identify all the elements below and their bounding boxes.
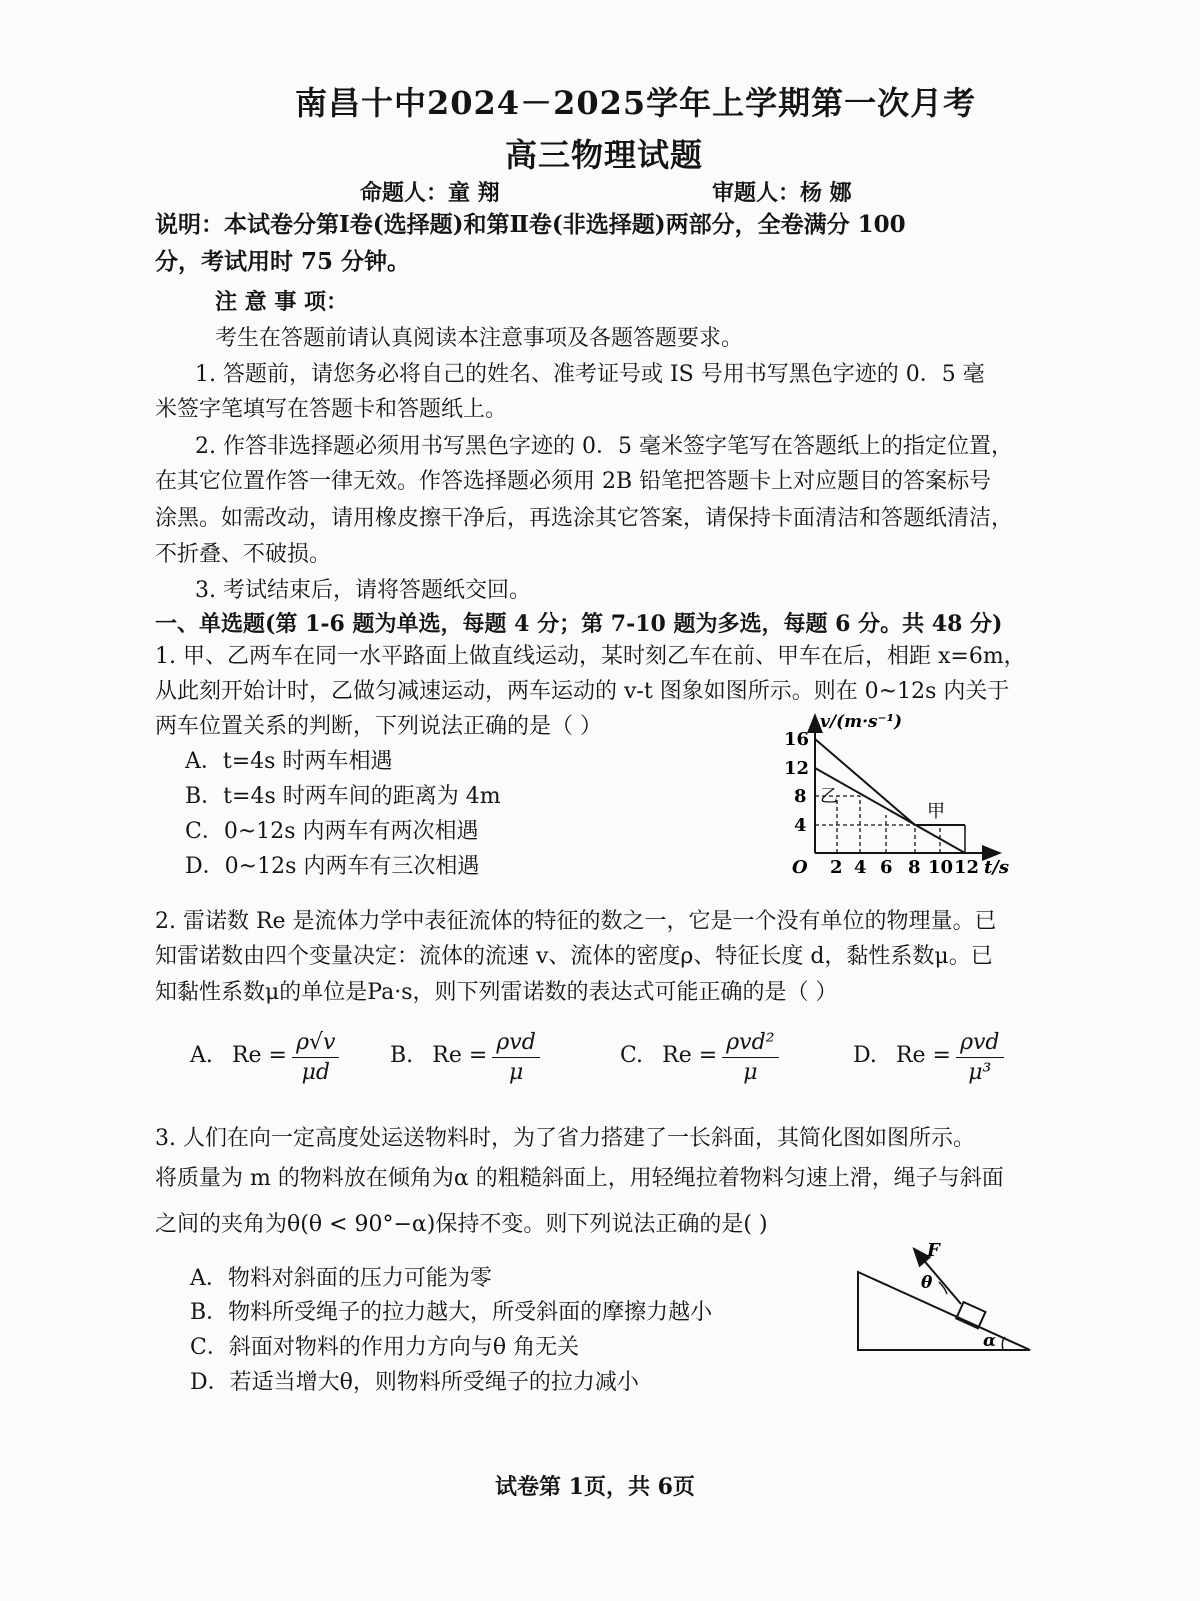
label-jia: 甲 (927, 801, 945, 822)
q1-option-a: A．t=4s 时两车相遇 (185, 749, 393, 774)
q3-option-b: B．物料所受绳子的拉力越大，所受斜面的摩擦力越小 (190, 1300, 713, 1325)
q2-option-a-lhs: Re = (231, 1043, 287, 1068)
page-footer: 试卷第 1页，共 6页 (495, 1474, 695, 1500)
note-2-line-3: 涂黑。如需改动，请用橡皮擦干净后，再选涂其它答案，请保持卡面清洁和答题纸清洁， (155, 506, 1014, 531)
x-tick-12: 12 (954, 857, 980, 878)
x-tick-6: 6 (880, 857, 893, 878)
q2-option-c-lhs: Re = (662, 1043, 718, 1068)
notes-title: 注 意 事 项： (215, 289, 348, 315)
q1-stem-line-3: 两车位置关系的判断，下列说法正确的是（ ） (155, 714, 602, 739)
cargo-block (956, 1302, 985, 1328)
q1-option-d: D．0~12s 内两车有三次相遇 (185, 854, 480, 879)
section-1-heading: 一、单选题(第 1-6 题为单选，每题 4 分；第 7-10 题为多选，每题 6 分。共 48 分) (155, 611, 1003, 637)
q2-stem-line-1: 2. 雷诺数 Re 是流体力学中表征流体的特征的数之一，它是一个没有单位的物理量。已 (155, 909, 997, 934)
q3-option-a: A．物料对斜面的压力可能为零 (190, 1266, 492, 1291)
question-reviewer: 审题人：杨 娜 (712, 180, 852, 206)
note-1-line-1: 1. 答题前，请您务必将自己的姓名、准考证号或 IS 号用书写黑色字迹的 0．5 毫 (195, 362, 985, 387)
q1-vt-graph (770, 705, 1030, 880)
q1-option-b: B．t=4s 时两车间的距离为 4m (185, 784, 501, 809)
note-2-line-2: 在其它位置作答一律无效。作答选择题必须用 2B 铅笔把答题卡上对应题目的答案标号 (155, 469, 992, 494)
q2-option-d-label: D. (853, 1043, 877, 1068)
description-line-2: 分，考试用时 75 分钟。 (155, 248, 411, 275)
exam-title: 南昌十中2024－2025学年上学期第一次月考 (295, 84, 977, 122)
y-tick-8: 8 (794, 786, 807, 807)
y-tick-12: 12 (784, 758, 810, 779)
y-axis-label: v/(m·s⁻¹) (820, 712, 903, 732)
x-tick-10: 10 (928, 857, 954, 878)
q2-option-a-label: A. (190, 1043, 213, 1068)
note-2-line-1: 2. 作答非选择题必须用书写黑色字迹的 0．5 毫米签字笔写在答题纸上的指定位置， (195, 434, 1013, 459)
q2-option-d-fraction: $\frac{\text{ρvd}}{\text{μ³}}$ (956, 1030, 1003, 1085)
q2-option-b-label: B. (390, 1043, 414, 1068)
question-setter: 命题人：童 翔 (360, 180, 500, 206)
q1-stem-line-2: 从此刻开始计时，乙做匀减速运动，两车运动的 v-t 图象如图所示。则在 0~12s 内关于 (155, 679, 1010, 704)
label-F: F (927, 1242, 940, 1261)
q3-option-d: D．若适当增大θ，则物料所受绳子的拉力减小 (190, 1370, 639, 1395)
q3-stem-line-3: 之间的夹角为θ(θ < 90°−α)保持不变。则下列说法正确的是( ) (155, 1212, 768, 1237)
x-tick-8: 8 (908, 857, 921, 878)
q2-stem-line-3: 知黏性系数μ的单位是Pa·s，则下列雷诺数的表达式可能正确的是（ ） (155, 980, 838, 1005)
label-yi: 乙 (820, 786, 838, 807)
q2-option-c-fraction: $\frac{\text{ρvd²}}{\mu}$ (722, 1030, 778, 1085)
y-tick-4: 4 (794, 815, 807, 836)
label-theta: θ (921, 1273, 933, 1293)
exam-subtitle: 高三物理试题 (505, 136, 704, 174)
q2-option-b-fraction: $\frac{\text{ρvd}}{\mu}$ (492, 1030, 539, 1085)
q3-stem-line-2: 将质量为 m 的物料放在倾角为α 的粗糙斜面上，用轻绳拉着物料匀速上滑，绳子与斜面 (155, 1166, 1004, 1191)
q1-option-c: C．0~12s 内两车有两次相遇 (185, 819, 479, 844)
note-2-line-4: 不折叠、不破损。 (155, 542, 332, 567)
x-tick-2: 2 (830, 857, 843, 878)
jia-curve (815, 739, 915, 825)
q2-option-a (190, 1030, 339, 1085)
label-alpha: α (983, 1331, 997, 1351)
origin-label: O (792, 857, 808, 878)
q2-stem-line-2: 知雷诺数由四个变量决定：流体的流速 v、流体的密度ρ、特征长度 d，黏性系数μ。已 (155, 944, 993, 969)
q2-option-b-lhs: Re = (432, 1043, 488, 1068)
x-axis-label: t/s (984, 857, 1010, 878)
note-1-line-2: 米签字笔填写在答题卡和答题纸上。 (155, 397, 508, 422)
y-tick-16: 16 (784, 729, 810, 750)
q2-option-c (620, 1030, 779, 1085)
q3-stem-line-1: 3. 人们在向一定高度处运送物料时，为了省力搭建了一长斜面，其简化图如图所示。 (155, 1126, 975, 1151)
x-tick-4: 4 (854, 857, 867, 878)
q2-option-a-fraction: $\frac{\rho√v}{\mu d}$ (292, 1030, 339, 1085)
q2-option-d-lhs: Re = (895, 1043, 951, 1068)
q2-option-d (853, 1030, 1004, 1085)
q3-option-c: C．斜面对物料的作用力方向与θ 角无关 (190, 1335, 580, 1360)
description-line-1: 说明：本试卷分第Ⅰ卷(选择题)和第Ⅱ卷(非选择题)两部分，全卷满分 100 (155, 211, 906, 238)
q2-option-b (390, 1030, 540, 1085)
q1-stem-line-1: 1. 甲、乙两车在同一水平路面上做直线运动，某时刻乙车在前、甲车在后，相距 x=6m， (155, 644, 1026, 669)
q2-option-c-label: C. (620, 1043, 644, 1068)
q3-incline-figure (855, 1242, 1055, 1382)
note-3: 3. 考试结束后，请将答题纸交回。 (195, 578, 531, 603)
notes-lead: 考生在答题前请认真阅读本注意事项及各题答题要求。 (215, 326, 744, 351)
